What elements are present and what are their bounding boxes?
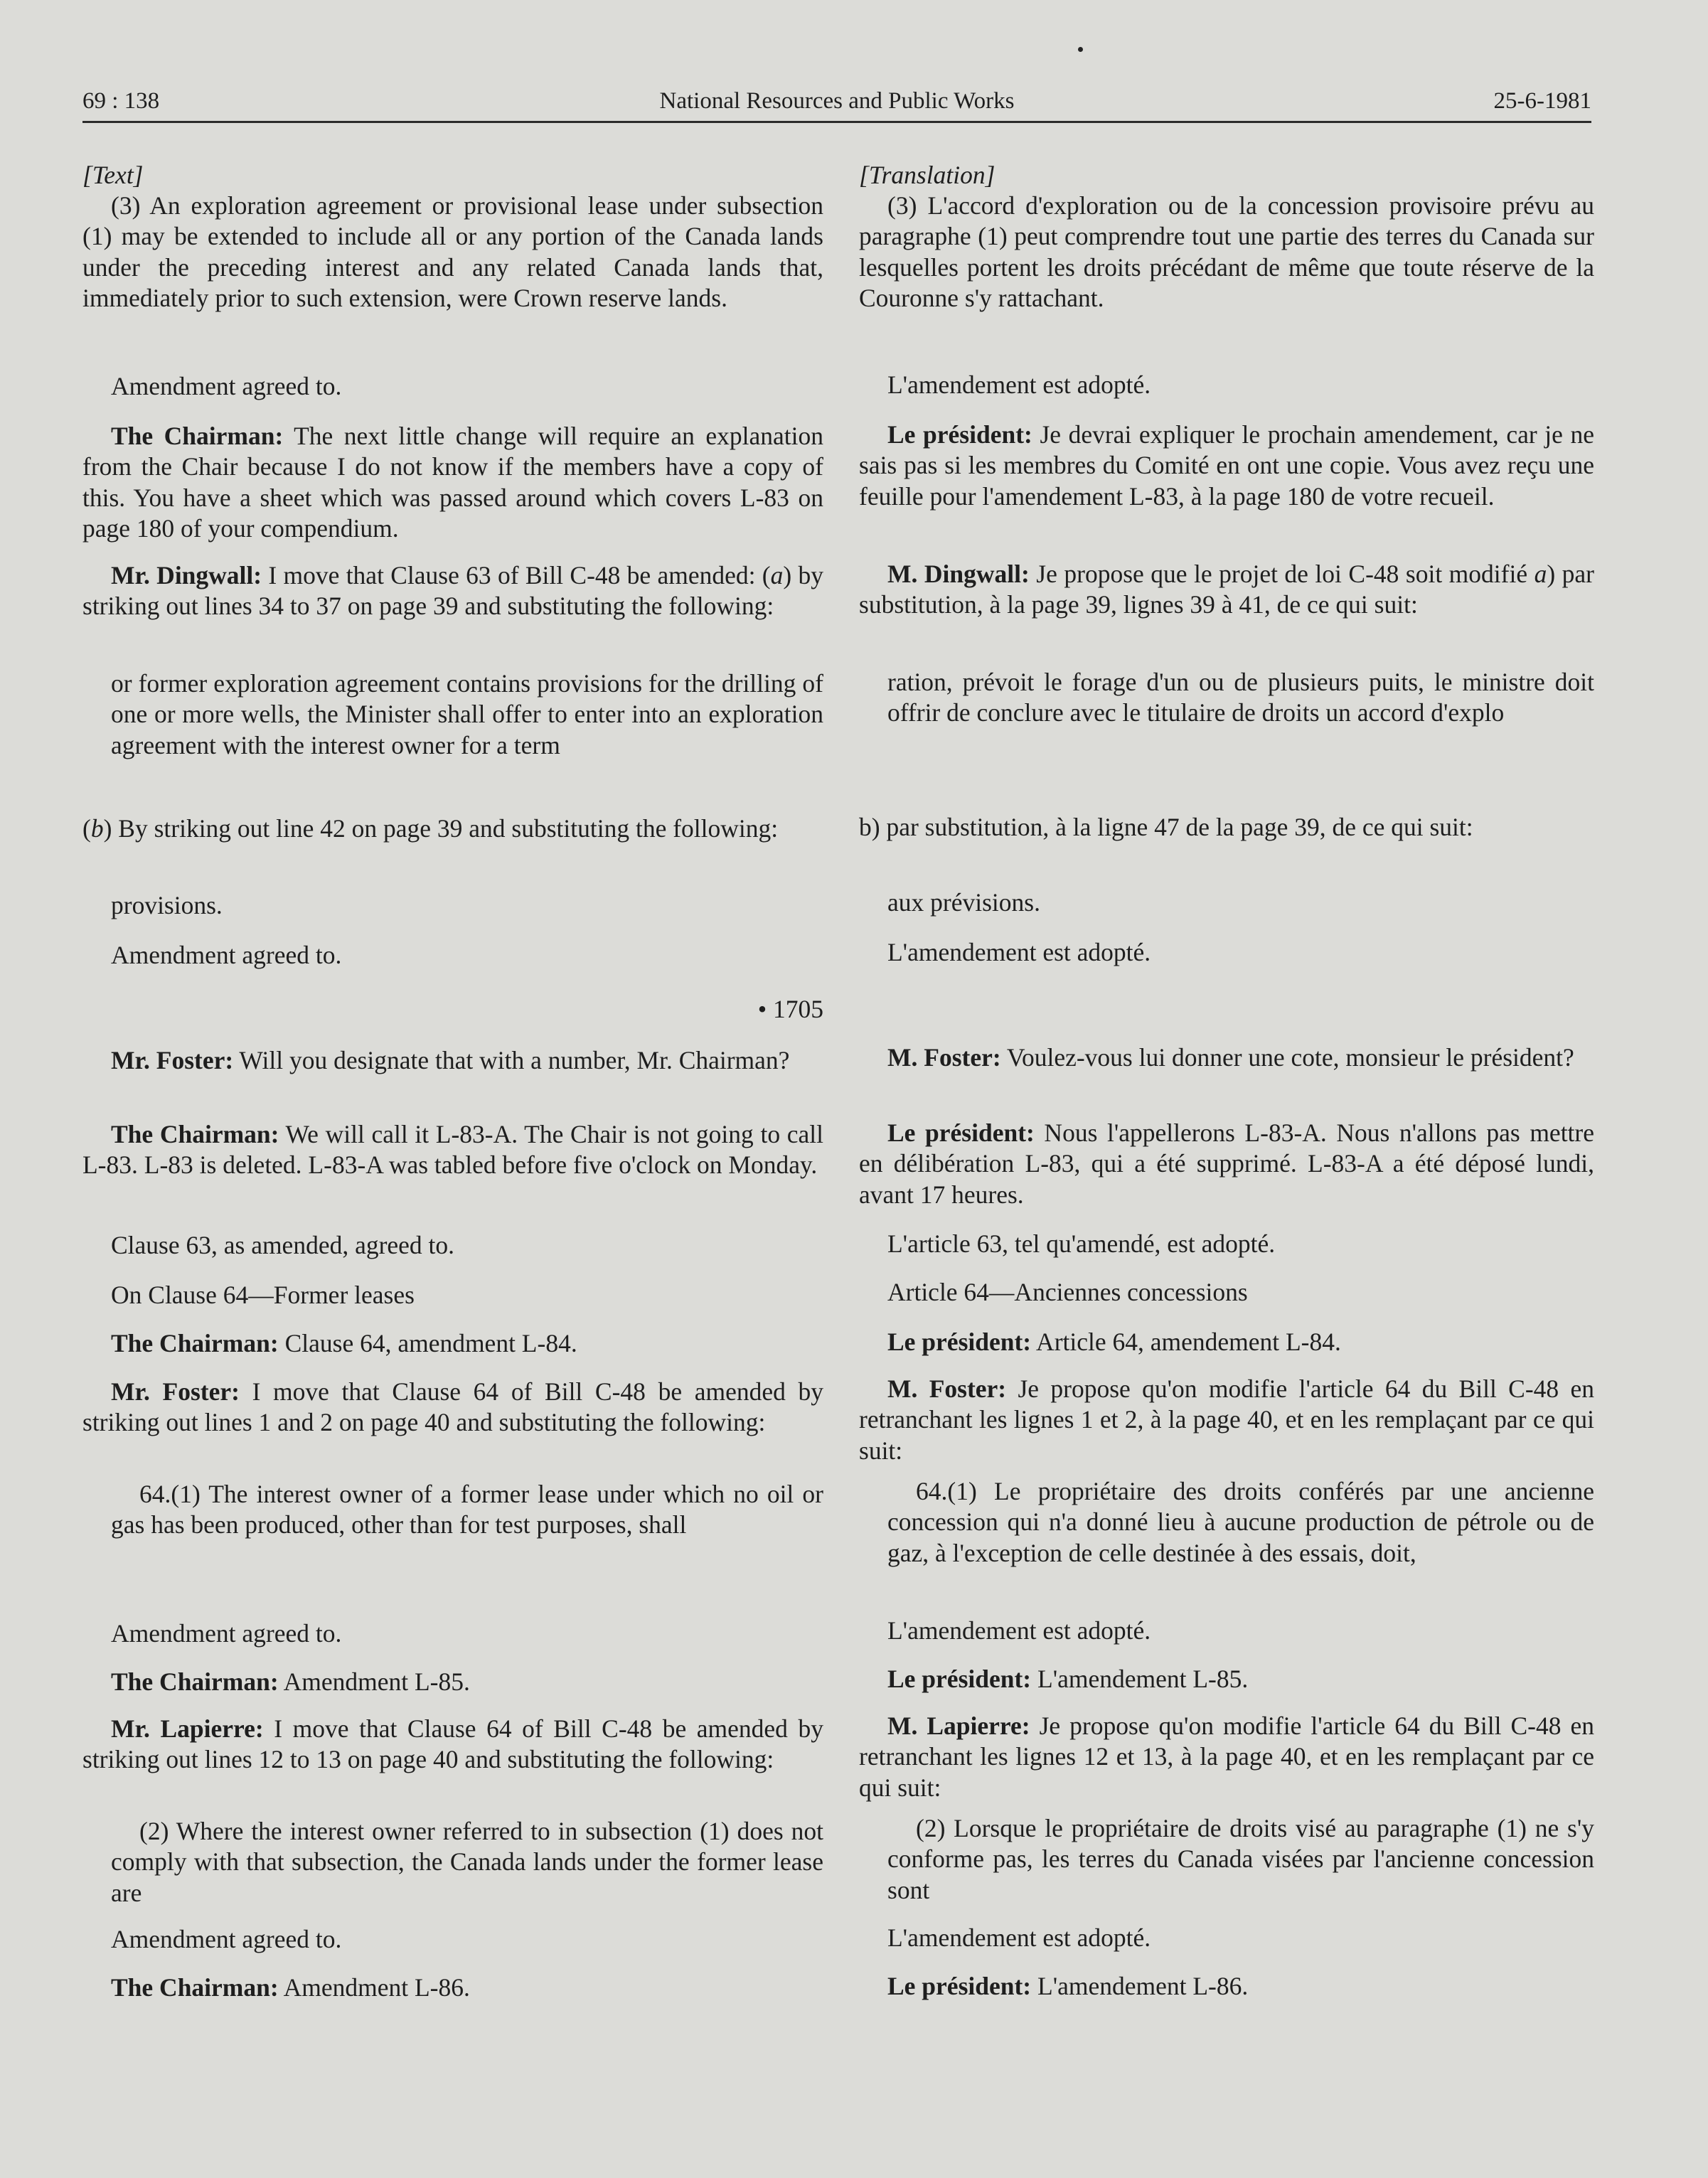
speaker-name: M. Foster: [887, 1374, 1007, 1403]
speaker-name: Le président: [887, 1119, 1035, 1147]
paragraph-item-b: b) par substitution, à la ligne 47 de la page 39, de ce qui suit: [859, 813, 1473, 841]
speech-text: Amendment L-85. [278, 1667, 470, 1696]
paragraph-chairman-l84 [82, 1328, 823, 1359]
speaker-name: M. Foster: [887, 1043, 1001, 1072]
speech-text: I move that Clause 64 of Bill C-48 be amended by striking out lines 1 and 2 on page 40 and substituting the following: [82, 1377, 823, 1437]
paragraph-dingwall-motion [82, 560, 823, 622]
paragraph-chairman-l86 [82, 1973, 823, 2003]
section-label: [Text] [82, 161, 144, 189]
speech-text: Amendment L-86. [278, 1973, 470, 2002]
speaker-name: Le président: [887, 1665, 1032, 1693]
paragraph-clause-64-heading: On Clause 64—Former leases [111, 1281, 415, 1309]
paragraph-amendment-agreed: L'amendement est adopté. [887, 938, 1151, 966]
paragraph-chairman-explanation [82, 421, 823, 545]
quoted-text: ration, prévoit le forage d'un ou de plusieurs puits, le ministre doit offrir de conclure avec le titulaire de droits un accord d'explo [887, 668, 1594, 727]
item-letter: b [90, 814, 104, 843]
speech-text: The next little change will require an explanation from the Chair because I do not know if the members have a copy of this. You have a sheet which was passed around which covers L-83 on page 180 of your compendium. [82, 422, 823, 543]
paragraph-foster-question [859, 1042, 1594, 1073]
paragraph-foster-motion [859, 1374, 1594, 1466]
paragraph-foster-motion [82, 1377, 823, 1438]
quoted-text: 64.(1) The interest owner of a former lease under which no oil or gas has been produced, other than for test purposes, shall [111, 1480, 823, 1539]
speaker-name: The Chairman: [111, 1973, 279, 2002]
paragraph-amendment-agreed: Amendment agreed to. [111, 941, 342, 969]
quoted-text: provisions. [111, 891, 223, 919]
speech-text: We will call it L-83-A. The Chair is not going to call L-83. L-83 is deleted. L-83-A was tabled before five o'clock on Monday. [82, 1120, 823, 1180]
speaker-name: The Chairman: [111, 1329, 279, 1357]
quoted-text: aux prévisions. [887, 888, 1040, 917]
item-letter: a [770, 561, 784, 589]
paragraph-clause-63-agreed: L'article 63, tel qu'amendé, est adopté. [887, 1229, 1276, 1258]
paragraph-lapierre-motion [859, 1711, 1594, 1803]
item-letter: a [1534, 560, 1547, 588]
paragraph-foster-question [82, 1045, 823, 1076]
speech-text: L'amendement L-85. [1031, 1665, 1249, 1693]
paragraph-amendment-agreed: L'amendement est adopté. [887, 1923, 1151, 1952]
page-reference: 69 : 138 [82, 88, 160, 114]
time-marker: • 1705 [757, 995, 823, 1023]
paragraph-amendment-agreed: Amendment agreed to. [111, 1619, 342, 1648]
speaker-name: The Chairman: [111, 1120, 279, 1148]
speaker-name: M. Dingwall: [887, 560, 1030, 588]
paragraph-clause-64-heading: Article 64—Anciennes concessions [887, 1278, 1248, 1306]
paragraph-chairman-designation [82, 1119, 823, 1181]
speech-text: Article 64, amendement L-84. [1031, 1328, 1341, 1356]
speaker-name: Mr. Lapierre: [111, 1714, 264, 1743]
sitting-date: 25-6-1981 [1493, 88, 1591, 114]
speaker-name: Mr. Foster: [111, 1377, 240, 1406]
paragraph-chairman-designation [859, 1118, 1594, 1210]
speaker-name: The Chairman: [111, 1667, 279, 1696]
paragraph-clause-63-agreed: Clause 63, as amended, agreed to. [111, 1231, 455, 1259]
paragraph-amendment-agreed: L'amendement est adopté. [887, 370, 1151, 399]
speech-text: ) par substitution, à la page 39, lignes 39 à 41, de ce qui suit: [859, 560, 1595, 619]
paren: ( [82, 814, 91, 843]
paragraph-amendment-agreed: Amendment agreed to. [111, 1925, 342, 1953]
paragraph-chairman-l85 [82, 1667, 823, 1697]
speech-text: I move that Clause 63 of Bill C-48 be amended: ( [262, 561, 771, 589]
committee-title: National Resources and Public Works [659, 88, 1015, 114]
speech-text: Je propose qu'on modifie l'article 64 du Bill C-48 en retranchant les lignes 1 et 2, à la page 40, et en les remplaçant par ce qui suit: [859, 1374, 1594, 1465]
speech-text: Je propose que le projet de loi C-48 soit modifié [1029, 560, 1534, 588]
paragraph-dingwall-motion [859, 559, 1594, 621]
page-header [82, 84, 1591, 123]
quoted-text: or former exploration agreement contains provisions for the drilling of one or more wells, the Minister shall offer to enter into an exploration agreement with the interest owner for a term [111, 669, 823, 759]
speech-text: L'amendement L-86. [1031, 1972, 1249, 2000]
quoted-text: 64.(1) Le propriétaire des droits conférés par une ancienne concession qui n'a donné lieu à aucune production de pétrole ou de gaz, à l'exception de celle destinée à des essais, doit, [887, 1477, 1594, 1567]
speech-text: Je propose qu'on modifie l'article 64 du Bill C-48 en retranchant les lignes 12 et 13, à la page 40, et en les remplaçant par ce qui suit: [859, 1712, 1595, 1802]
speech-text: Voulez-vous lui donner une cote, monsieur le président? [1000, 1043, 1574, 1072]
quoted-text: (2) Lorsque le propriétaire de droits visé au paragraphe (1) ne s'y conforme pas, les terres du Canada visées par l'ancienne concession sont [887, 1814, 1594, 1904]
speaker-name: Le président: [887, 1972, 1032, 2000]
paragraph-item-b [82, 813, 823, 844]
speaker-name: Le président: [887, 1328, 1032, 1356]
speaker-name: Mr. Foster: [111, 1046, 234, 1074]
scan-speck [1078, 47, 1083, 52]
speech-text: Je devrai expliquer le prochain amendement, car je ne sais pas si les membres du Comité en ont une copie. Vous avez reçu une feuille pour l'amendement L-83, à la page 180 de votre recueil. [859, 420, 1594, 511]
paragraph-chairman-l84 [859, 1327, 1594, 1357]
paragraph-chairman-l85 [859, 1664, 1594, 1694]
speech-text: I move that Clause 64 of Bill C-48 be amended by striking out lines 12 to 13 on page 40 and substituting the following: [82, 1714, 823, 1774]
paragraph-chairman-explanation [859, 420, 1594, 512]
paragraph-lapierre-motion [82, 1714, 823, 1776]
speech-text: Will you designate that with a number, Mr. Chairman? [233, 1046, 790, 1074]
paragraph-amendment-agreed: Amendment agreed to. [111, 372, 342, 400]
quoted-text: (2) Where the interest owner referred to in subsection (1) does not comply with that subsection, the Canada lands under the former lease are [111, 1817, 823, 1907]
speaker-name: The Chairman: [111, 422, 284, 450]
speech-text: ) By striking out line 42 on page 39 and substituting the following: [103, 814, 779, 843]
speaker-name: Mr. Dingwall: [111, 561, 262, 589]
paragraph-subsection-3: (3) L'accord d'exploration ou de la concession provisoire prévu au paragraphe (1) peut comprendre tout une partie des terres du Canada sur lesquelles portent les droits précédant de même que toute réserve de la Couronne s'y rattachant. [859, 191, 1594, 313]
section-label: [Translation] [859, 161, 996, 189]
speech-text: Nous l'appellerons L-83-A. Nous n'allons pas mettre en délibération L-83, qui a été supprimé. L-83-A a été déposé lundi, avant 17 heures. [859, 1119, 1594, 1209]
speaker-name: Le président: [887, 420, 1032, 449]
paragraph-chairman-l86 [859, 1971, 1594, 2002]
speech-text: Clause 64, amendment L-84. [278, 1329, 577, 1357]
speaker-name: M. Lapierre: [887, 1712, 1030, 1740]
paragraph-amendment-agreed: L'amendement est adopté. [887, 1616, 1151, 1645]
speech-text: ) by striking out lines 34 to 37 on page 39 and substituting the following: [82, 561, 823, 621]
paragraph-subsection-3: (3) An exploration agreement or provisional lease under subsection (1) may be extended to include all or any portion of the Canada lands under the preceding interest and any related Canada lands that, immediately prior to such extension, were Crown reserve lands. [82, 191, 823, 313]
